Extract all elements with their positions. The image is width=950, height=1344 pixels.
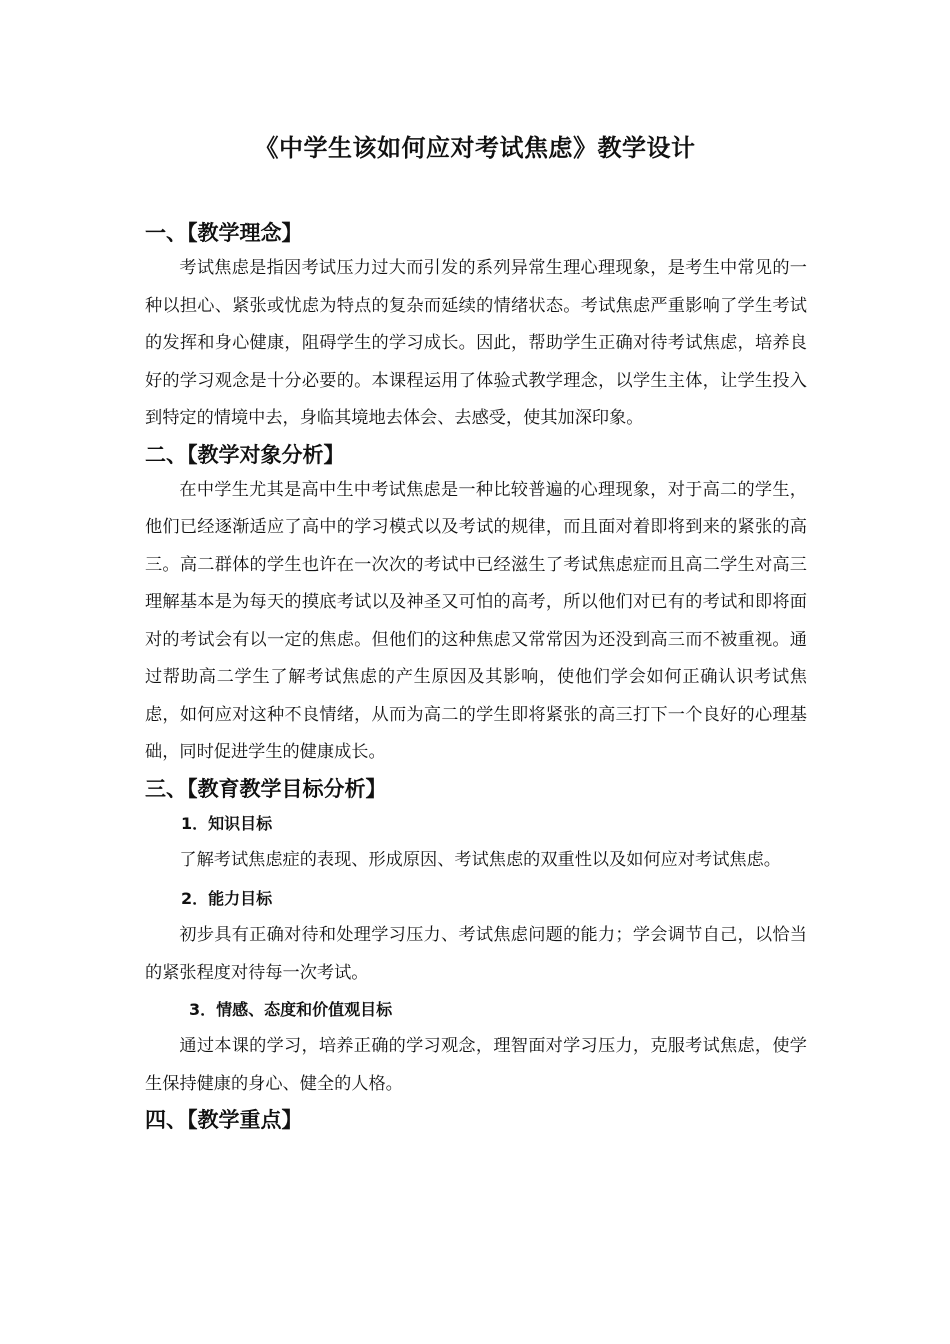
section-heading-teaching-philosophy: 一、【教学理念】 — [145, 221, 303, 245]
section-heading-objectives: 三、【教育教学目标分析】 — [145, 776, 387, 801]
goal-heading-knowledge: 1．知识目标 — [181, 813, 273, 833]
section-heading-key-points: 四、【教学重点】 — [145, 1108, 303, 1132]
section-heading-student-analysis: 二、【教学对象分析】 — [145, 442, 345, 467]
goal-heading-ability: 2．能力目标 — [181, 889, 273, 908]
paragraph-goal-knowledge: 了解考试焦虑症的表现、形成原因、考试焦虑的双重性以及如何应对考试焦虑。 — [179, 849, 781, 870]
paragraph-student-analysis: 在中学生尤其是高中生中考试焦虑是一种比较普遍的心理现象，对于高二的学生，他们已经逐渐适应了高中的学习模式以及考试的规律，而且面对着即将到来的紧张的高三。高二群体的学生也许在一次次的考试中已经滋生了考试焦虑症而且高二学生对高三理解基本是为每天的摸底考试以及神圣又可怕的高考，所以他们对已有的考试和即将面对的考试会有以一定的焦虑。但他们的这种焦虑又常常因为还没到高三而不被重视。通过帮助高二学生了解考试焦虑的产生原因及其影响，使他们学会如何正确认识考试焦虑，如何应对这种不良情绪，从而为高二的学生即将紧张的高三打下一个良好的心理基础，同时促进学生的健康成长。 — [145, 479, 807, 762]
document-title: 《中学生该如何应对考试焦虑》教学设计 — [254, 134, 696, 162]
goal-heading-values: 3．情感、态度和价值观目标 — [189, 1000, 393, 1019]
document-body — [145, 216, 807, 1137]
paragraph-goal-ability: 初步具有正确对待和处理学习压力、考试焦虑问题的能力；学会调节自己，以恰当的紧张程度对待每一次考试。 — [145, 925, 807, 983]
paragraph-goal-values: 通过本课的学习，培养正确的学习观念，理智面对学习压力，克服考试焦虑，使学生保持健康的身心、健全的人格。 — [145, 1036, 807, 1094]
paragraph-teaching-philosophy: 考试焦虑是指因考试压力过大而引发的系列异常生理心理现象，是考生中常见的一种以担心、紧张或忧虑为特点的复杂而延续的情绪状态。考试焦虑严重影响了学生考试的发挥和身心健康，阻碍学生的学习成长。因此，帮助学生正确对待考试焦虑，培养良好的学习观念是十分必要的。本课程运用了体验式教学理念，以学生主体，让学生投入到特定的情境中去，身临其境地去体会、去感受，使其加深印象。 — [145, 258, 807, 428]
